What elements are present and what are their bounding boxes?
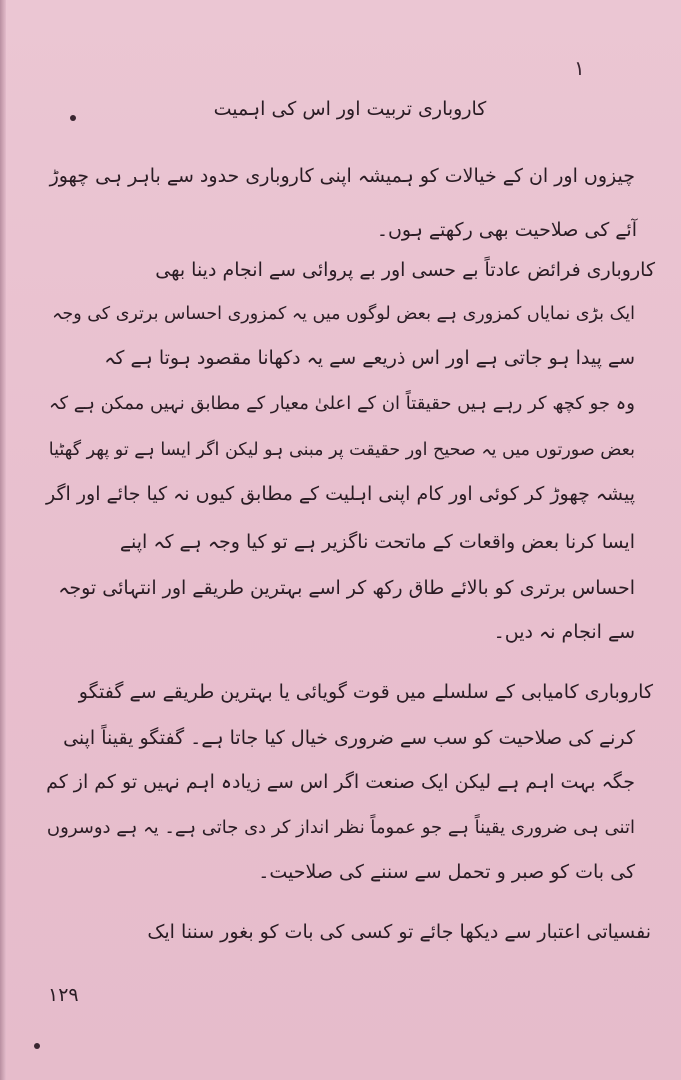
text-line: چیزوں اور ان کے خیالات کو ہمیشہ اپنی کاروباری حدود سے باہر ہی چھوڑ xyxy=(49,165,635,187)
corner-mark: ۱ xyxy=(574,56,585,80)
page-edge-shadow xyxy=(0,0,6,1080)
text-line: سے انجام نہ دیں۔ xyxy=(493,621,635,643)
text-line: جگہ بہت اہم ہے لیکن ایک صنعت اگر اس سے زیادہ اہم نہیں تو کم از کم xyxy=(46,771,635,793)
ink-dot xyxy=(34,1043,40,1049)
text-line: کی بات کو صبر و تحمل سے سننے کی صلاحیت۔ xyxy=(258,861,635,883)
text-line: آئے کی صلاحیت بھی رکھتے ہوں۔ xyxy=(376,219,637,241)
text-line: احساس برتری کو بالائے طاق رکھ کر اسے بہترین طریقے اور انتہائی توجہ xyxy=(58,577,635,599)
text-line: وہ جو کچھ کر رہے ہیں حقیقتاً ان کے اعلیٰ معیار کے مطابق نہیں ممکن ہے کہ xyxy=(48,393,635,414)
text-line: سے پیدا ہو جاتی ہے اور اس ذریعے سے یہ دکھانا مقصود ہوتا ہے کہ xyxy=(104,347,635,369)
page-title: کاروباری تربیت اور اس کی اہمیت xyxy=(213,98,487,120)
text-line: بعض صورتوں میں یہ صحیح اور حقیقت پر مبنی ہو لیکن اگر ایسا ہے تو پھر گھٹیا xyxy=(48,440,635,460)
page-number: ۱۲۹ xyxy=(48,984,79,1006)
text-line: نفسیاتی اعتبار سے دیکھا جائے تو کسی کی بات کو بغور سننا ایک xyxy=(147,921,651,943)
text-line: پیشہ چھوڑ کر کوئی اور کام اپنی اہلیت کے مطابق کیوں نہ کیا جائے اور اگر xyxy=(46,483,635,505)
text-line: اتنی ہی ضروری یقیناً ہے جو عموماً نظر انداز کر دی جاتی ہے۔ یہ ہے دوسروں xyxy=(46,817,635,838)
ink-dot xyxy=(70,115,76,121)
text-line: ایک بڑی نمایاں کمزوری ہے بعض لوگوں میں یہ کمزوری احساس برتری کی وجہ xyxy=(52,304,635,324)
text-line: کاروباری کامیابی کے سلسلے میں قوت گویائی یا بہترین طریقے سے گفتگو xyxy=(78,681,653,703)
text-line: ایسا کرنا بعض واقعات کے ماتحت ناگزیر ہے تو کیا وجہ ہے کہ اپنے xyxy=(119,531,635,553)
text-line: کاروباری فرائض عادتاً بے حسی اور بے پروائی سے انجام دینا بھی xyxy=(155,259,655,281)
text-line: کرنے کی صلاحیت کو سب سے ضروری خیال کیا جاتا ہے۔ گفتگو یقیناً اپنی xyxy=(63,727,635,749)
